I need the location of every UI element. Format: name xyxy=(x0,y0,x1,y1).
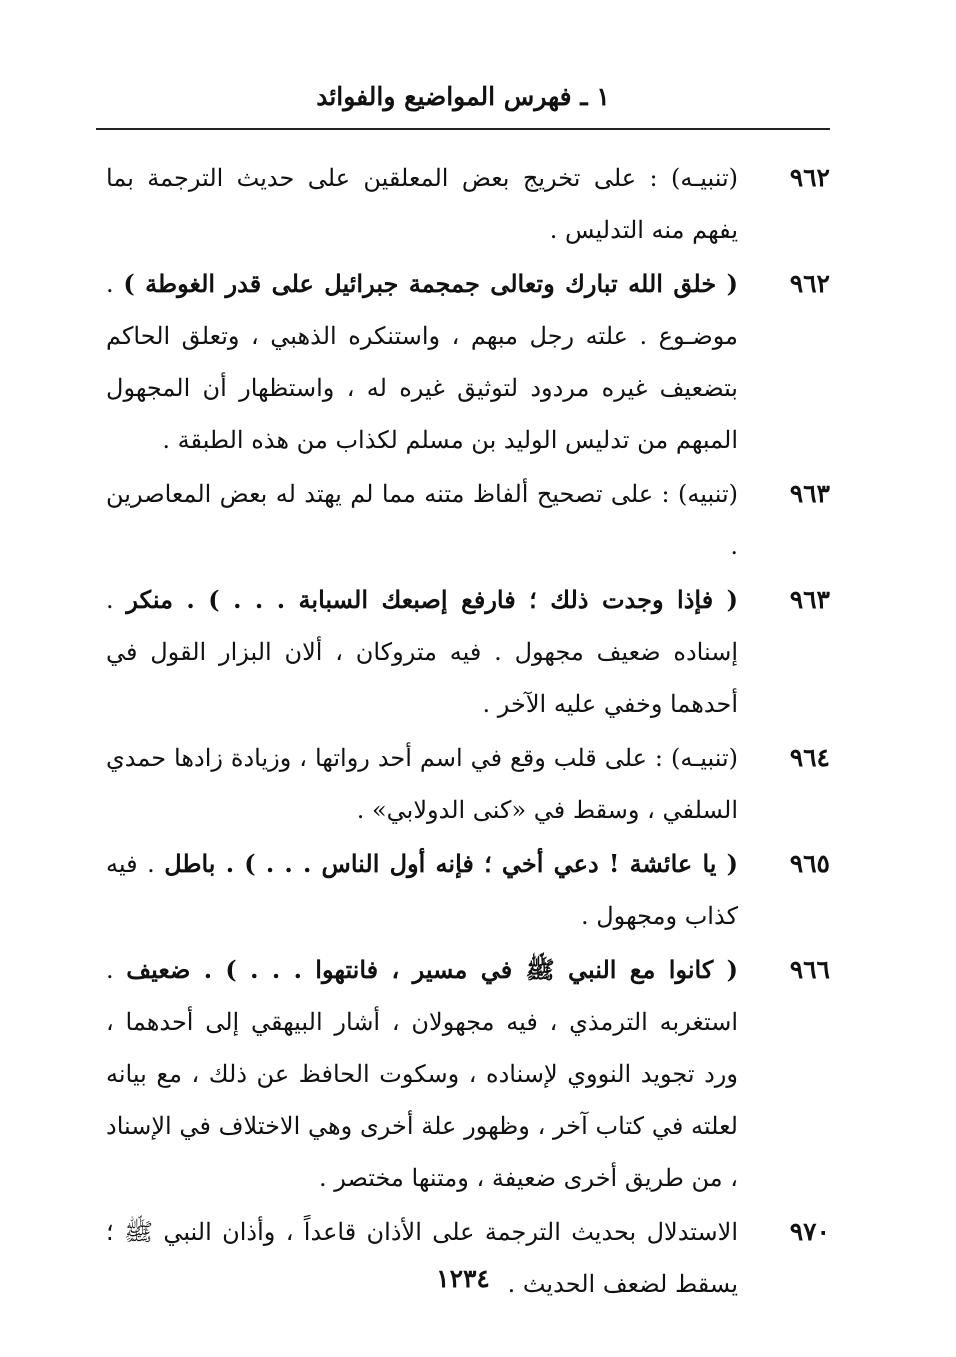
entry-rest: . استغربه الترمذي ، فيه مجهولان ، أشار البيهقي إلى أحدهما ، ورد تجويد النووي لإسناده ، وسكوت الحافظ عن ذلك ، مع بيانه لعلته في كتاب آخر ، وظهور علة أخرى وهي الاختلاف في الإسناد ، من طريق أخرى ضعيفة ، ومتنها مختصر . xyxy=(106,956,738,1192)
entry-text xyxy=(106,152,738,256)
index-entries xyxy=(96,152,830,1312)
entry-lead: (تنبيـه) xyxy=(670,164,738,192)
entry-text xyxy=(106,258,738,466)
entry-lead: (تنبيه) xyxy=(678,480,738,508)
entry-number: ٩٦٢ xyxy=(789,269,830,298)
page-number: ١٢٣٤ xyxy=(436,1264,490,1293)
entry-rest: . إسناده ضعيف مجهول . فيه متروكان ، ألان البزار القول في أحدهما وخفي عليه الآخر . xyxy=(106,586,738,718)
entry-text xyxy=(106,468,738,572)
entry-number: ٩٦٦ xyxy=(789,955,830,984)
index-entry xyxy=(96,732,830,836)
index-entry xyxy=(96,468,830,572)
entry-lead: (تنبيـه) xyxy=(670,744,738,772)
index-entry xyxy=(96,574,830,730)
entry-rest: : على قلب وقع في اسم أحد رواتها ، وزيادة زادها حمدي السلفي ، وسقط في «كنى الدولابي» . xyxy=(106,744,738,824)
entry-text xyxy=(106,944,738,1204)
index-entry xyxy=(96,152,830,256)
index-entry xyxy=(96,1206,830,1310)
entry-rest: . فيه كذاب ومجهول . xyxy=(106,850,738,930)
entry-number: ٩٦٥ xyxy=(789,849,830,878)
entry-rest: الاستدلال بحديث الترجمة على الأذان قاعداً ، وأذان النبي ﷺ ؛ يسقط لضعف الحديث . xyxy=(106,1218,738,1298)
entry-number: ٩٦٣ xyxy=(789,479,830,508)
page-header: ١ ـ فهرس المواضيع والفوائد xyxy=(316,82,610,111)
entry-lead: ( يا عائشة ! دعي أخي ؛ فإنه أول الناس . . . ) . باطل xyxy=(164,849,739,878)
index-entry xyxy=(96,944,830,1204)
entry-number: ٩٦٤ xyxy=(789,743,830,772)
index-entry xyxy=(96,258,830,466)
entry-lead: ( خلق الله تبارك وتعالى جمجمة جبرائيل على قدر الغوطة ) xyxy=(123,269,738,298)
entry-number: ٩٦٣ xyxy=(789,585,830,614)
index-entry xyxy=(96,838,830,942)
entry-text xyxy=(106,1206,738,1310)
entry-number: ٩٦٢ xyxy=(789,163,830,192)
entry-text xyxy=(106,732,738,836)
entry-rest: . موضـوع . علته رجل مبهم ، واستنكره الذهبي ، وتعلق الحاكم بتضعيف غيره مردود لتوثيق غيره له ، واستظهار أن المجهول المبهم من تدليس الوليد بن مسلم لكذاب من هذه الطبقة . xyxy=(106,270,738,454)
entry-number: ٩٧٠ xyxy=(789,1217,830,1246)
header-rule xyxy=(96,128,830,130)
entry-rest: : على تصحيح ألفاظ متنه مما لم يهتد له بعض المعاصرين . xyxy=(106,480,738,560)
entry-text xyxy=(106,838,738,942)
entry-lead: ( كانوا مع النبي ﷺ في مسير ، فانتهوا . . . ) . ضعيف xyxy=(126,955,738,984)
entry-text xyxy=(106,574,738,730)
entry-rest: : على تخريج بعض المعلقين على حديث الترجمة بما يفهم منه التدليس . xyxy=(106,164,738,244)
entry-lead: ( فإذا وجدت ذلك ؛ فارفع إصبعك السبابة . . . ) . منكر xyxy=(126,585,738,614)
